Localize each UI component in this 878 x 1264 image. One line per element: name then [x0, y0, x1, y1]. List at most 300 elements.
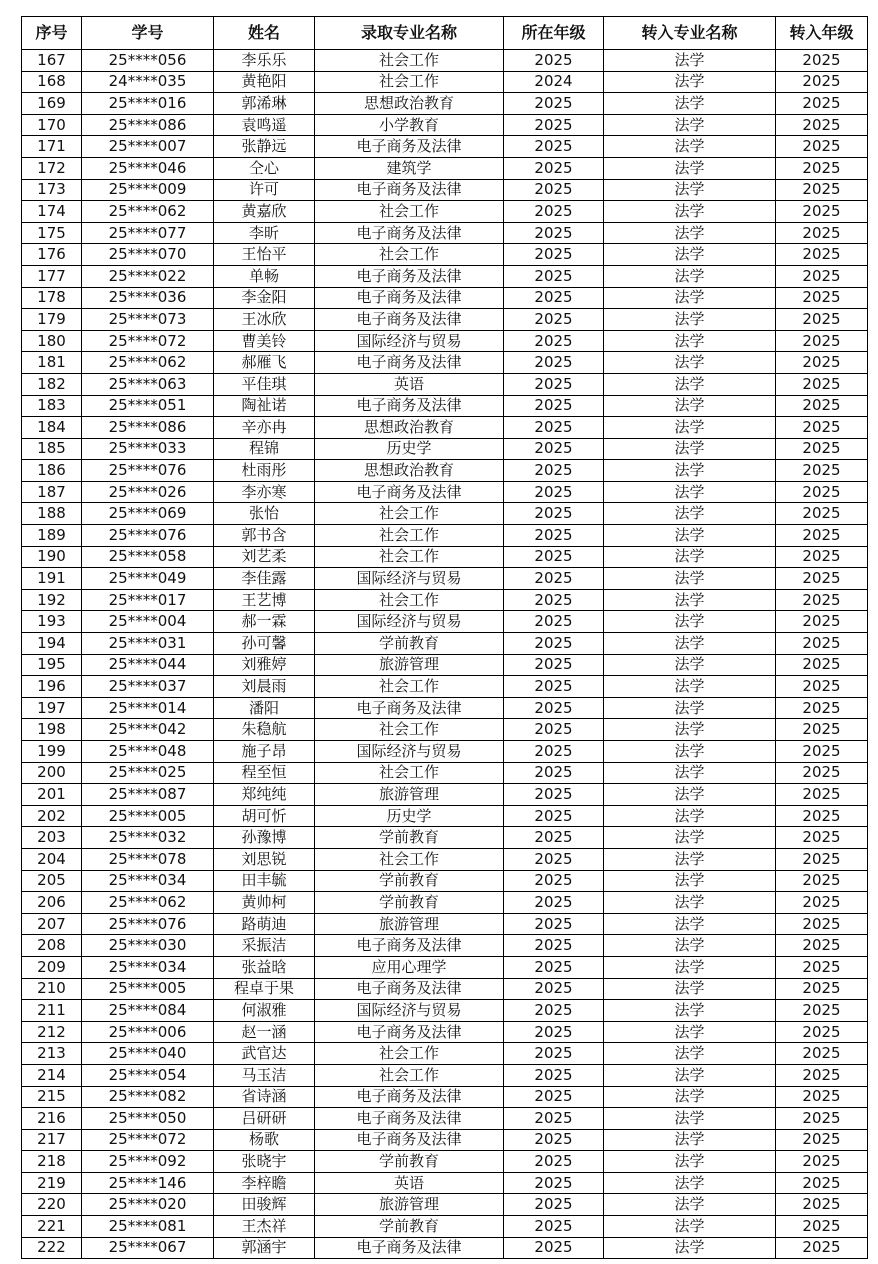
cell-transfer-grade: 2025: [776, 589, 868, 611]
table-row: [22, 978, 868, 1000]
cell-name: 王艺博: [214, 589, 315, 611]
cell-admitted-major: 电子商务及法律: [315, 352, 504, 374]
cell-student-id: 25****086: [82, 114, 214, 136]
cell-student-id: 25****033: [82, 438, 214, 460]
cell-student-id: 25****025: [82, 762, 214, 784]
cell-transfer-grade: 2025: [776, 93, 868, 115]
cell-admitted-major: 国际经济与贸易: [315, 611, 504, 633]
cell-name: 许可: [214, 179, 315, 201]
cell-index: 208: [22, 935, 82, 957]
cell-admitted-major: 电子商务及法律: [315, 697, 504, 719]
table-row: [22, 741, 868, 763]
cell-student-id: 25****005: [82, 805, 214, 827]
cell-admitted-major: 小学教育: [315, 114, 504, 136]
cell-admitted-major: 社会工作: [315, 589, 504, 611]
header-student-id: 学号: [82, 17, 214, 50]
cell-current-grade: 2025: [504, 201, 604, 223]
table-row: [22, 913, 868, 935]
cell-student-id: 25****077: [82, 222, 214, 244]
cell-name: 施子昂: [214, 741, 315, 763]
cell-index: 191: [22, 568, 82, 590]
cell-transfer-grade: 2025: [776, 503, 868, 525]
cell-transfer-major: 法学: [604, 503, 776, 525]
cell-index: 182: [22, 373, 82, 395]
table-row: [22, 568, 868, 590]
cell-name: 田丰毓: [214, 870, 315, 892]
cell-transfer-grade: 2025: [776, 870, 868, 892]
cell-transfer-major: 法学: [604, 373, 776, 395]
table-row: [22, 136, 868, 158]
cell-name: 刘雅婷: [214, 654, 315, 676]
table-row: [22, 71, 868, 93]
cell-transfer-major: 法学: [604, 870, 776, 892]
cell-index: 167: [22, 50, 82, 72]
cell-transfer-grade: 2025: [776, 956, 868, 978]
cell-student-id: 25****040: [82, 1043, 214, 1065]
cell-current-grade: 2025: [504, 503, 604, 525]
header-transfer-grade: 转入年级: [776, 17, 868, 50]
cell-current-grade: 2025: [504, 697, 604, 719]
cell-student-id: 25****005: [82, 978, 214, 1000]
cell-student-id: 25****051: [82, 395, 214, 417]
table-row: [22, 1021, 868, 1043]
cell-transfer-major: 法学: [604, 309, 776, 331]
cell-index: 183: [22, 395, 82, 417]
cell-transfer-major: 法学: [604, 244, 776, 266]
cell-student-id: 25****062: [82, 201, 214, 223]
cell-transfer-major: 法学: [604, 417, 776, 439]
cell-admitted-major: 英语: [315, 1172, 504, 1194]
cell-current-grade: 2025: [504, 1194, 604, 1216]
cell-name: 王杰祥: [214, 1216, 315, 1238]
cell-transfer-grade: 2025: [776, 309, 868, 331]
cell-transfer-grade: 2025: [776, 265, 868, 287]
table-row: [22, 1237, 868, 1259]
cell-name: 田骏辉: [214, 1194, 315, 1216]
cell-transfer-major: 法学: [604, 719, 776, 741]
cell-student-id: 25****032: [82, 827, 214, 849]
cell-transfer-major: 法学: [604, 179, 776, 201]
cell-transfer-grade: 2025: [776, 762, 868, 784]
cell-student-id: 25****072: [82, 330, 214, 352]
cell-current-grade: 2025: [504, 373, 604, 395]
cell-student-id: 25****034: [82, 870, 214, 892]
cell-name: 武官达: [214, 1043, 315, 1065]
cell-admitted-major: 社会工作: [315, 1043, 504, 1065]
cell-transfer-major: 法学: [604, 848, 776, 870]
cell-student-id: 25****063: [82, 373, 214, 395]
cell-index: 220: [22, 1194, 82, 1216]
cell-name: 郭书含: [214, 525, 315, 547]
cell-index: 194: [22, 633, 82, 655]
table-row: [22, 481, 868, 503]
cell-current-grade: 2025: [504, 330, 604, 352]
cell-transfer-major: 法学: [604, 676, 776, 698]
cell-current-grade: 2025: [504, 870, 604, 892]
cell-admitted-major: 电子商务及法律: [315, 1108, 504, 1130]
cell-student-id: 25****076: [82, 913, 214, 935]
table-row: [22, 633, 868, 655]
cell-admitted-major: 社会工作: [315, 762, 504, 784]
cell-index: 195: [22, 654, 82, 676]
cell-transfer-grade: 2025: [776, 373, 868, 395]
cell-name: 刘艺柔: [214, 546, 315, 568]
cell-name: 张晓宇: [214, 1151, 315, 1173]
cell-name: 郝雁飞: [214, 352, 315, 374]
cell-name: 陶祉诺: [214, 395, 315, 417]
cell-admitted-major: 电子商务及法律: [315, 265, 504, 287]
cell-transfer-grade: 2025: [776, 1108, 868, 1130]
cell-student-id: 25****067: [82, 1237, 214, 1259]
cell-current-grade: 2025: [504, 1172, 604, 1194]
cell-student-id: 25****036: [82, 287, 214, 309]
cell-admitted-major: 社会工作: [315, 201, 504, 223]
cell-current-grade: 2025: [504, 1064, 604, 1086]
cell-admitted-major: 社会工作: [315, 525, 504, 547]
table-row: [22, 309, 868, 331]
cell-student-id: 25****017: [82, 589, 214, 611]
cell-name: 程锦: [214, 438, 315, 460]
cell-index: 203: [22, 827, 82, 849]
cell-name: 潘阳: [214, 697, 315, 719]
cell-transfer-major: 法学: [604, 287, 776, 309]
cell-transfer-major: 法学: [604, 1000, 776, 1022]
table-row: [22, 892, 868, 914]
header-admitted-major: 录取专业名称: [315, 17, 504, 50]
cell-student-id: 25****009: [82, 179, 214, 201]
cell-current-grade: 2025: [504, 157, 604, 179]
cell-transfer-major: 法学: [604, 1043, 776, 1065]
cell-student-id: 25****022: [82, 265, 214, 287]
cell-name: 黄嘉欣: [214, 201, 315, 223]
cell-transfer-grade: 2025: [776, 633, 868, 655]
cell-admitted-major: 电子商务及法律: [315, 935, 504, 957]
cell-index: 179: [22, 309, 82, 331]
table-row: [22, 697, 868, 719]
table-row: [22, 1108, 868, 1130]
cell-student-id: 25****048: [82, 741, 214, 763]
cell-transfer-grade: 2025: [776, 1151, 868, 1173]
table-row: [22, 244, 868, 266]
cell-transfer-major: 法学: [604, 1064, 776, 1086]
cell-current-grade: 2025: [504, 352, 604, 374]
cell-transfer-grade: 2025: [776, 784, 868, 806]
table-row: [22, 438, 868, 460]
cell-index: 173: [22, 179, 82, 201]
cell-transfer-grade: 2025: [776, 568, 868, 590]
cell-admitted-major: 旅游管理: [315, 784, 504, 806]
cell-name: 单畅: [214, 265, 315, 287]
cell-transfer-grade: 2025: [776, 244, 868, 266]
cell-admitted-major: 电子商务及法律: [315, 1021, 504, 1043]
header-transfer-major: 转入专业名称: [604, 17, 776, 50]
cell-admitted-major: 电子商务及法律: [315, 1129, 504, 1151]
cell-current-grade: 2025: [504, 1237, 604, 1259]
cell-transfer-grade: 2025: [776, 1172, 868, 1194]
cell-admitted-major: 电子商务及法律: [315, 136, 504, 158]
cell-admitted-major: 社会工作: [315, 676, 504, 698]
cell-transfer-major: 法学: [604, 1108, 776, 1130]
cell-admitted-major: 旅游管理: [315, 913, 504, 935]
cell-student-id: 24****035: [82, 71, 214, 93]
cell-current-grade: 2025: [504, 827, 604, 849]
cell-student-id: 25****087: [82, 784, 214, 806]
cell-current-grade: 2024: [504, 71, 604, 93]
cell-current-grade: 2025: [504, 244, 604, 266]
cell-admitted-major: 学前教育: [315, 1216, 504, 1238]
cell-name: 刘思锐: [214, 848, 315, 870]
cell-transfer-major: 法学: [604, 1086, 776, 1108]
cell-index: 217: [22, 1129, 82, 1151]
cell-name: 袁鸣遥: [214, 114, 315, 136]
cell-transfer-grade: 2025: [776, 697, 868, 719]
cell-current-grade: 2025: [504, 1000, 604, 1022]
cell-name: 胡可忻: [214, 805, 315, 827]
cell-admitted-major: 历史学: [315, 438, 504, 460]
cell-transfer-grade: 2025: [776, 222, 868, 244]
cell-student-id: 25****072: [82, 1129, 214, 1151]
cell-name: 孙豫博: [214, 827, 315, 849]
table-row: [22, 1086, 868, 1108]
table-row: [22, 460, 868, 482]
transfer-list-table: [21, 16, 868, 1259]
cell-admitted-major: 社会工作: [315, 71, 504, 93]
table-row: [22, 525, 868, 547]
cell-index: 198: [22, 719, 82, 741]
cell-student-id: 25****037: [82, 676, 214, 698]
cell-transfer-major: 法学: [604, 913, 776, 935]
cell-transfer-grade: 2025: [776, 395, 868, 417]
table-row: [22, 935, 868, 957]
cell-admitted-major: 思想政治教育: [315, 417, 504, 439]
cell-name: 杜雨彤: [214, 460, 315, 482]
cell-name: 马玉洁: [214, 1064, 315, 1086]
table-row: [22, 654, 868, 676]
cell-student-id: 25****062: [82, 892, 214, 914]
table-row: [22, 546, 868, 568]
cell-admitted-major: 电子商务及法律: [315, 179, 504, 201]
cell-transfer-grade: 2025: [776, 978, 868, 1000]
cell-student-id: 25****084: [82, 1000, 214, 1022]
cell-transfer-major: 法学: [604, 71, 776, 93]
table-row: [22, 676, 868, 698]
cell-current-grade: 2025: [504, 913, 604, 935]
cell-admitted-major: 社会工作: [315, 1064, 504, 1086]
cell-current-grade: 2025: [504, 1086, 604, 1108]
cell-admitted-major: 电子商务及法律: [315, 395, 504, 417]
cell-current-grade: 2025: [504, 935, 604, 957]
cell-current-grade: 2025: [504, 93, 604, 115]
cell-transfer-major: 法学: [604, 265, 776, 287]
table-row: [22, 611, 868, 633]
cell-student-id: 25****058: [82, 546, 214, 568]
cell-name: 孙可馨: [214, 633, 315, 655]
table-row: [22, 870, 868, 892]
cell-student-id: 25****014: [82, 697, 214, 719]
cell-student-id: 25****146: [82, 1172, 214, 1194]
cell-index: 216: [22, 1108, 82, 1130]
cell-student-id: 25****026: [82, 481, 214, 503]
cell-name: 平佳琪: [214, 373, 315, 395]
cell-current-grade: 2025: [504, 978, 604, 1000]
cell-name: 郝一霖: [214, 611, 315, 633]
cell-student-id: 25****069: [82, 503, 214, 525]
cell-transfer-major: 法学: [604, 568, 776, 590]
cell-transfer-grade: 2025: [776, 676, 868, 698]
cell-transfer-grade: 2025: [776, 1086, 868, 1108]
cell-index: 187: [22, 481, 82, 503]
cell-current-grade: 2025: [504, 417, 604, 439]
cell-name: 李乐乐: [214, 50, 315, 72]
cell-student-id: 25****056: [82, 50, 214, 72]
cell-transfer-grade: 2025: [776, 1000, 868, 1022]
cell-index: 196: [22, 676, 82, 698]
cell-name: 李梓瞻: [214, 1172, 315, 1194]
table-row: [22, 589, 868, 611]
cell-admitted-major: 社会工作: [315, 244, 504, 266]
cell-index: 202: [22, 805, 82, 827]
cell-transfer-grade: 2025: [776, 114, 868, 136]
cell-index: 219: [22, 1172, 82, 1194]
header-row: [22, 17, 868, 50]
cell-name: 黄帅柯: [214, 892, 315, 914]
table-row: [22, 784, 868, 806]
cell-index: 185: [22, 438, 82, 460]
cell-name: 曹美铃: [214, 330, 315, 352]
cell-transfer-major: 法学: [604, 201, 776, 223]
cell-index: 213: [22, 1043, 82, 1065]
cell-admitted-major: 社会工作: [315, 848, 504, 870]
cell-student-id: 25****050: [82, 1108, 214, 1130]
cell-admitted-major: 旅游管理: [315, 654, 504, 676]
cell-index: 199: [22, 741, 82, 763]
cell-transfer-major: 法学: [604, 741, 776, 763]
cell-student-id: 25****081: [82, 1216, 214, 1238]
cell-transfer-major: 法学: [604, 697, 776, 719]
cell-transfer-grade: 2025: [776, 50, 868, 72]
cell-name: 张怡: [214, 503, 315, 525]
cell-admitted-major: 国际经济与贸易: [315, 1000, 504, 1022]
cell-student-id: 25****078: [82, 848, 214, 870]
cell-index: 192: [22, 589, 82, 611]
cell-transfer-major: 法学: [604, 546, 776, 568]
cell-admitted-major: 国际经济与贸易: [315, 330, 504, 352]
cell-index: 200: [22, 762, 82, 784]
cell-current-grade: 2025: [504, 589, 604, 611]
table-row: [22, 1129, 868, 1151]
cell-transfer-grade: 2025: [776, 417, 868, 439]
cell-transfer-grade: 2025: [776, 805, 868, 827]
cell-index: 171: [22, 136, 82, 158]
cell-transfer-major: 法学: [604, 1216, 776, 1238]
cell-student-id: 25****076: [82, 525, 214, 547]
cell-admitted-major: 应用心理学: [315, 956, 504, 978]
cell-name: 程至恒: [214, 762, 315, 784]
cell-name: 朱稳航: [214, 719, 315, 741]
cell-transfer-major: 法学: [604, 1129, 776, 1151]
cell-transfer-major: 法学: [604, 1237, 776, 1259]
cell-index: 193: [22, 611, 82, 633]
cell-admitted-major: 建筑学: [315, 157, 504, 179]
cell-index: 210: [22, 978, 82, 1000]
cell-name: 李金阳: [214, 287, 315, 309]
cell-transfer-grade: 2025: [776, 460, 868, 482]
cell-transfer-major: 法学: [604, 654, 776, 676]
cell-current-grade: 2025: [504, 265, 604, 287]
cell-transfer-major: 法学: [604, 114, 776, 136]
cell-current-grade: 2025: [504, 481, 604, 503]
cell-transfer-grade: 2025: [776, 352, 868, 374]
cell-admitted-major: 国际经济与贸易: [315, 568, 504, 590]
cell-student-id: 25****092: [82, 1151, 214, 1173]
cell-transfer-grade: 2025: [776, 1216, 868, 1238]
cell-index: 221: [22, 1216, 82, 1238]
cell-transfer-major: 法学: [604, 1151, 776, 1173]
cell-index: 175: [22, 222, 82, 244]
cell-current-grade: 2025: [504, 114, 604, 136]
cell-index: 212: [22, 1021, 82, 1043]
cell-name: 采振洁: [214, 935, 315, 957]
table-row: [22, 1000, 868, 1022]
cell-name: 杨歌: [214, 1129, 315, 1151]
cell-transfer-grade: 2025: [776, 892, 868, 914]
cell-name: 张静远: [214, 136, 315, 158]
cell-transfer-major: 法学: [604, 633, 776, 655]
cell-transfer-major: 法学: [604, 460, 776, 482]
cell-name: 郑纯纯: [214, 784, 315, 806]
cell-transfer-grade: 2025: [776, 719, 868, 741]
cell-index: 168: [22, 71, 82, 93]
table-row: [22, 179, 868, 201]
cell-name: 刘晨雨: [214, 676, 315, 698]
cell-current-grade: 2025: [504, 956, 604, 978]
cell-transfer-major: 法学: [604, 395, 776, 417]
cell-admitted-major: 学前教育: [315, 633, 504, 655]
cell-index: 204: [22, 848, 82, 870]
cell-index: 206: [22, 892, 82, 914]
cell-admitted-major: 国际经济与贸易: [315, 741, 504, 763]
cell-transfer-major: 法学: [604, 1021, 776, 1043]
cell-current-grade: 2025: [504, 1129, 604, 1151]
cell-transfer-grade: 2025: [776, 136, 868, 158]
cell-admitted-major: 历史学: [315, 805, 504, 827]
cell-current-grade: 2025: [504, 1151, 604, 1173]
cell-student-id: 25****086: [82, 417, 214, 439]
cell-transfer-major: 法学: [604, 136, 776, 158]
cell-transfer-grade: 2025: [776, 481, 868, 503]
cell-transfer-grade: 2025: [776, 1194, 868, 1216]
cell-name: 程卓于果: [214, 978, 315, 1000]
cell-current-grade: 2025: [504, 546, 604, 568]
cell-current-grade: 2025: [504, 395, 604, 417]
table-row: [22, 848, 868, 870]
cell-current-grade: 2025: [504, 568, 604, 590]
table-row: [22, 373, 868, 395]
cell-current-grade: 2025: [504, 633, 604, 655]
cell-transfer-grade: 2025: [776, 1237, 868, 1259]
cell-student-id: 25****007: [82, 136, 214, 158]
table-row: [22, 1194, 868, 1216]
cell-student-id: 25****082: [82, 1086, 214, 1108]
cell-index: 214: [22, 1064, 82, 1086]
cell-student-id: 25****054: [82, 1064, 214, 1086]
cell-admitted-major: 学前教育: [315, 1151, 504, 1173]
cell-admitted-major: 英语: [315, 373, 504, 395]
cell-admitted-major: 电子商务及法律: [315, 1237, 504, 1259]
cell-transfer-grade: 2025: [776, 1064, 868, 1086]
cell-index: 211: [22, 1000, 82, 1022]
cell-admitted-major: 电子商务及法律: [315, 978, 504, 1000]
